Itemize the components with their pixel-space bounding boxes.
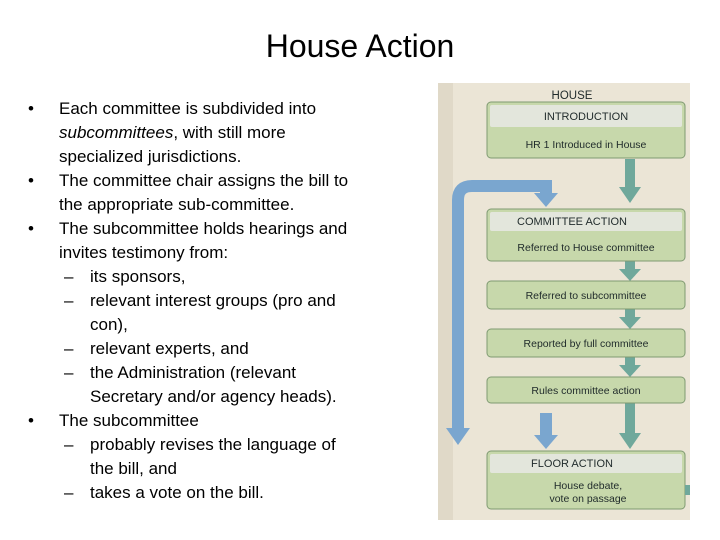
bullet-item <box>28 409 408 433</box>
bullet-text: The committee chair assigns the bill to <box>59 171 349 190</box>
sub-bullet-item <box>28 265 408 289</box>
dash-marker: – <box>64 363 74 382</box>
bullet-line <box>59 409 408 433</box>
introduction-header: INTRODUCTION <box>543 111 629 123</box>
bullet-line <box>59 217 408 241</box>
bullet-item <box>28 217 408 265</box>
bullet-text: specialized jurisdictions. <box>59 147 242 166</box>
bullet-item <box>28 169 408 217</box>
flowchart-top-label: HOUSE <box>551 90 593 102</box>
committee-header: COMMITTEE ACTION <box>517 216 627 228</box>
sub-bullet-item <box>28 361 408 409</box>
sub-bullet-line: con), <box>90 315 128 334</box>
dash-marker: – <box>64 483 74 502</box>
bullet-text: Each committee is subdivided into <box>59 99 317 118</box>
sub-bullet-item <box>28 481 408 505</box>
bullet-list <box>28 97 408 505</box>
bullet-marker: • <box>28 171 34 190</box>
bullet-text: the appropriate sub-committee. <box>59 195 295 214</box>
dash-marker: – <box>64 267 74 286</box>
sub-bullet-line: the bill, and <box>90 459 177 478</box>
floor-header: FLOOR ACTION <box>531 458 613 470</box>
bullet-italic-text: subcommittees <box>59 123 174 142</box>
bullet-line <box>59 97 408 121</box>
bullet-line <box>59 145 408 169</box>
dash-marker: – <box>64 435 74 454</box>
sub-bullet-line: relevant experts, and <box>90 339 249 358</box>
sub-bullet-line: Secretary and/or agency heads). <box>90 387 337 406</box>
floor-step-line-2: vote on passage <box>549 493 627 505</box>
bullet-line <box>59 169 408 193</box>
sub-bullet-item <box>28 289 408 337</box>
bullet-item <box>28 97 408 169</box>
flowchart-left-strip <box>438 83 453 520</box>
introduction-step: HR 1 Introduced in House <box>525 139 647 151</box>
bullet-marker: • <box>28 99 34 118</box>
sub-bullet-line: relevant interest groups (pro and <box>90 291 336 310</box>
bullet-marker: • <box>28 219 34 238</box>
bullet-text: invites testimony from: <box>59 243 229 262</box>
bullet-text: The subcommittee holds hearings and <box>59 219 348 238</box>
sub-bullet-item <box>28 433 408 481</box>
committee-step-3: Reported by full committee <box>523 338 649 350</box>
bullet-line <box>59 241 408 265</box>
sub-bullet-line: its sponsors, <box>90 267 186 286</box>
bullet-line <box>59 121 408 145</box>
committee-step-2: Referred to subcommittee <box>525 290 647 302</box>
committee-step-4: Rules committee action <box>531 385 641 397</box>
floor-step-line-1: House debate, <box>553 480 623 492</box>
committee-step-1: Referred to House committee <box>517 242 655 254</box>
bullet-text: , with still more <box>173 123 286 142</box>
bullet-text: The subcommittee <box>59 411 199 430</box>
sub-bullet-line: the Administration (relevant <box>90 363 296 382</box>
dash-marker: – <box>64 291 74 310</box>
sub-bullet-line: takes a vote on the bill. <box>90 483 264 502</box>
slide-title: House Action <box>265 28 455 64</box>
dash-marker: – <box>64 339 74 358</box>
bullet-line <box>59 193 408 217</box>
house-flowchart <box>438 83 690 520</box>
sub-bullet-item <box>28 337 408 361</box>
bullet-marker: • <box>28 411 34 430</box>
sub-bullet-line: probably revises the language of <box>90 435 336 454</box>
